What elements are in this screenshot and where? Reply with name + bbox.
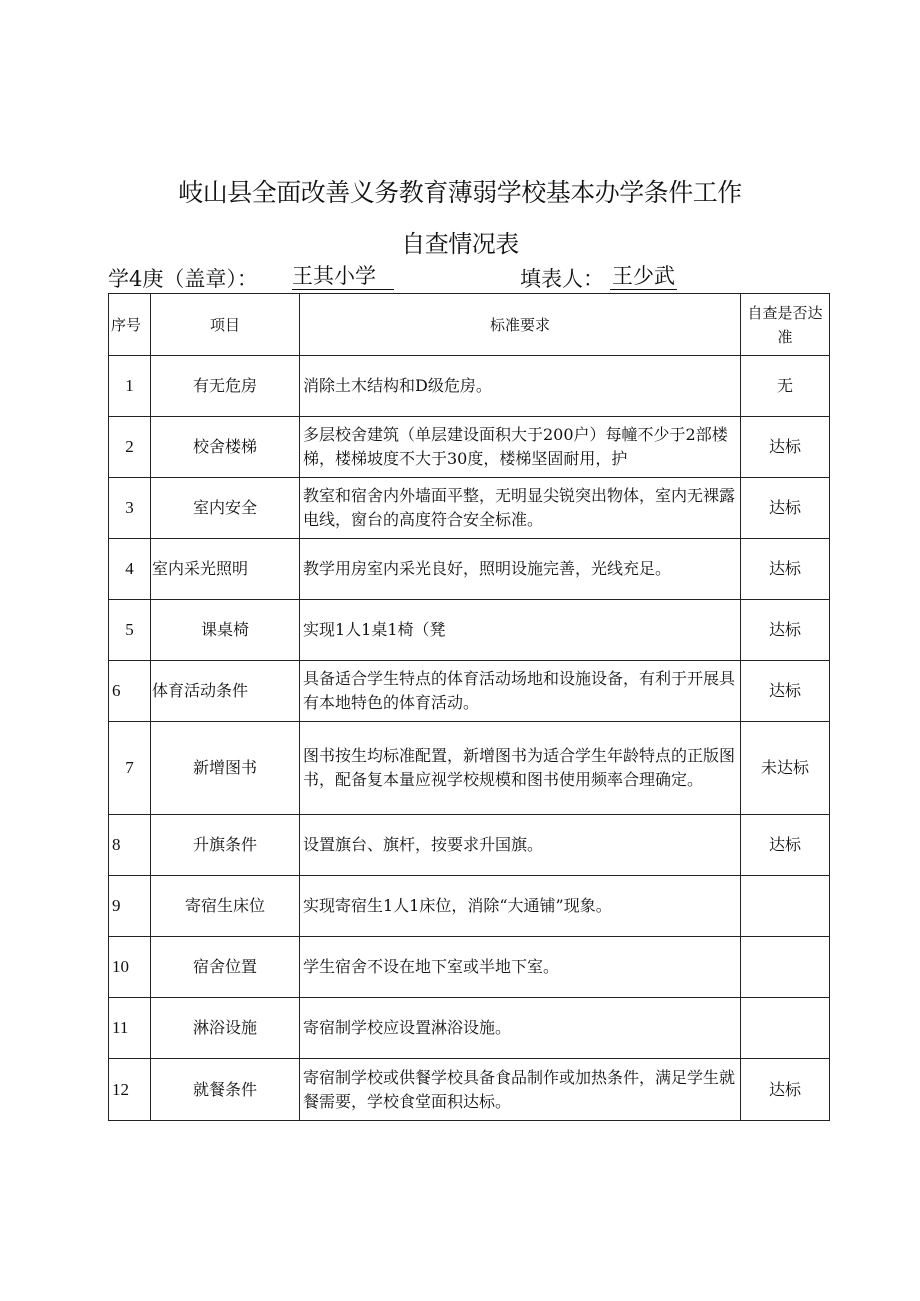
row-item: 就餐条件 <box>151 1059 300 1121</box>
table-row <box>109 356 830 417</box>
row-no: 9 <box>109 876 151 937</box>
table-row <box>109 478 830 539</box>
row-item: 体育活动条件 <box>151 661 300 722</box>
row-item: 升旗条件 <box>151 815 300 876</box>
form-meta <box>108 261 828 293</box>
filler-name-field: 王少武 <box>612 264 675 288</box>
row-no: 7 <box>109 722 151 815</box>
row-standard: 具备适合学生特点的体育活动场地和设施设备，有利于开展具有本地特色的体育活动。 <box>300 661 741 722</box>
row-standard: 寄宿制学校或供餐学校具备食品制作或加热条件，满足学生就餐需要，学校食堂面积达标。 <box>300 1059 741 1121</box>
row-no: 3 <box>109 478 151 539</box>
row-result: 达标 <box>741 478 830 539</box>
row-result: 达标 <box>741 539 830 600</box>
row-item: 寄宿生床位 <box>151 876 300 937</box>
header-standard: 标准要求 <box>300 294 741 356</box>
row-item: 室内采光照明 <box>151 539 300 600</box>
school-name-field: 王其小学 <box>292 263 394 290</box>
row-no: 5 <box>109 600 151 661</box>
row-no: 8 <box>109 815 151 876</box>
row-result: 达标 <box>741 1059 830 1121</box>
row-result <box>741 876 830 937</box>
row-result: 未达标 <box>741 722 830 815</box>
row-standard: 教学用房室内采光良好，照明设施完善，光线充足。 <box>300 539 741 600</box>
row-item: 室内安全 <box>151 478 300 539</box>
table-row <box>109 722 830 815</box>
table-row <box>109 815 830 876</box>
table-row <box>109 661 830 722</box>
row-no: 10 <box>109 937 151 998</box>
row-item: 课桌椅 <box>151 600 300 661</box>
table-row <box>109 937 830 998</box>
table-row <box>109 1059 830 1121</box>
row-no: 1 <box>109 356 151 417</box>
row-no: 2 <box>109 417 151 478</box>
row-result: 达标 <box>741 600 830 661</box>
row-standard: 实现1人1桌1椅（凳 <box>300 600 741 661</box>
row-result: 达标 <box>741 815 830 876</box>
table-row <box>109 998 830 1059</box>
row-result: 无 <box>741 356 830 417</box>
document-title: 岐山县全面改善义务教育薄弱学校基本办学条件工作 <box>178 178 742 207</box>
table-row <box>109 417 830 478</box>
row-no: 4 <box>109 539 151 600</box>
row-standard: 图书按生均标准配置，新增图书为适合学生年龄特点的正版图书，配备复本量应视学校规模和图书使用频率合理确定。 <box>300 722 741 815</box>
row-standard: 教室和宿舍内外墙面平整，无明显尖锐突出物体，室内无裸露电线，窗台的高度符合安全标准。 <box>300 478 741 539</box>
row-item: 淋浴设施 <box>151 998 300 1059</box>
row-standard: 多层校舍建筑（单层建设面积大于200户）每幢不少于2部楼梯，楼梯坡度不大于30度，楼梯坚固耐用，护 <box>300 417 741 478</box>
row-no: 6 <box>109 661 151 722</box>
row-item: 有无危房 <box>151 356 300 417</box>
filler-label: 填表人： <box>520 267 604 291</box>
table-row <box>109 600 830 661</box>
row-item: 校舍楼梯 <box>151 417 300 478</box>
row-result <box>741 937 830 998</box>
row-no: 11 <box>109 998 151 1059</box>
row-standard: 寄宿制学校应设置淋浴设施。 <box>300 998 741 1059</box>
school-label: 学4庚（盖章）： <box>108 267 258 291</box>
row-result <box>741 998 830 1059</box>
row-item: 宿舍位置 <box>151 937 300 998</box>
header-item: 项目 <box>151 294 300 356</box>
row-no: 12 <box>109 1059 151 1121</box>
table-row <box>109 876 830 937</box>
row-item: 新增图书 <box>151 722 300 815</box>
table-row <box>109 539 830 600</box>
header-no: 序号 <box>109 294 151 356</box>
row-result: 达标 <box>741 661 830 722</box>
row-standard: 消除土木结构和D级危房。 <box>300 356 741 417</box>
row-standard: 实现寄宿生1人1床位，消除“大通铺”现象。 <box>300 876 741 937</box>
document-subtitle: 自查情况表 <box>401 230 519 258</box>
header-result: 自查是否达准 <box>741 294 830 356</box>
row-standard: 学生宿舍不设在地下室或半地下室。 <box>300 937 741 998</box>
table-header-row <box>109 294 830 356</box>
row-standard: 设置旗台、旗杆，按要求升国旗。 <box>300 815 741 876</box>
self-check-table <box>108 293 830 1121</box>
row-result: 达标 <box>741 417 830 478</box>
